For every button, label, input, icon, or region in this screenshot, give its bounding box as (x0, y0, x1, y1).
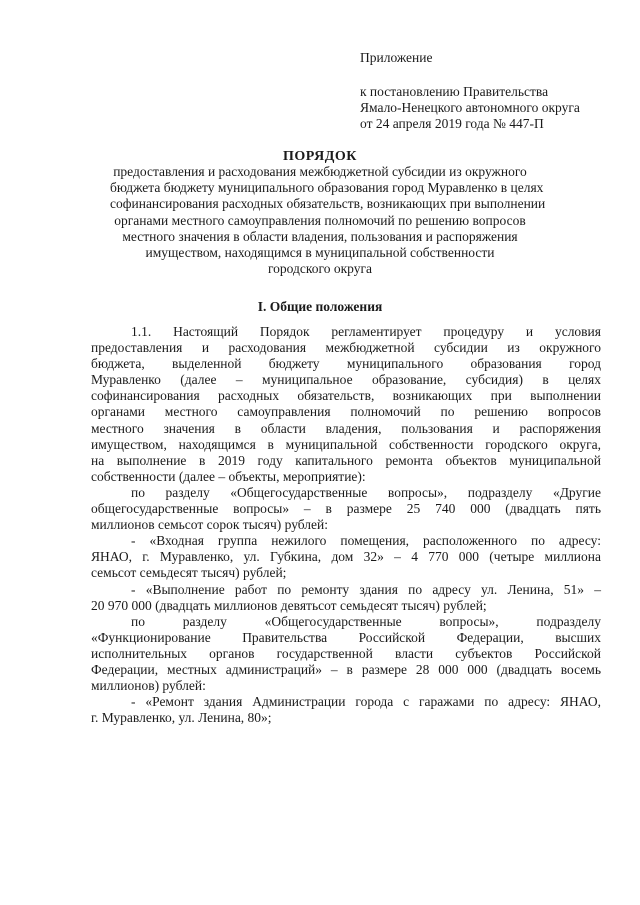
body-line: бюджета, выделенной бюджету муниципального образования город (91, 356, 601, 372)
body-line: исполнительных органов государственной власти субъектов Российской (91, 645, 601, 661)
body-line: - «Выполнение работ по ремонту здания по адресу ул. Ленина, 51» – (131, 581, 601, 597)
appendix-date: от 24 апреля 2019 года № 447-П (360, 116, 544, 131)
subtitle-line: предоставления и расходования межбюджетной субсидии из окружного (113, 164, 527, 179)
subtitle-line: городского округа (267, 261, 373, 277)
section-heading: I. Общие положения (257, 299, 383, 314)
document-body (91, 324, 601, 726)
body-line: 1.1. Настоящий Порядок регламентирует процедуру и условия (131, 324, 601, 339)
body-line: миллионов семьсот сорок тысяч) рублей: (91, 517, 329, 533)
subtitle-line: софинансирования расходных обязательств, возникающих при выполнении (110, 196, 546, 212)
body-line: Федерации, местных администраций» – в размере 28 000 000 (двадцать восемь (91, 661, 601, 677)
body-line: - «Входная группа нежилого помещения, расположенного по адресу: (131, 533, 601, 549)
body-line: общегосударственные вопросы» – в размере 25 740 000 (двадцать пять (91, 501, 601, 517)
subtitle-line: бюджета бюджету муниципального образования город Муравленко в целях (110, 180, 544, 196)
subtitle-line: органами местного самоуправления полномочий по решению вопросов (114, 212, 526, 228)
body-line: собственности (далее – объекты, мероприятие): (91, 468, 366, 484)
appendix-block (360, 50, 580, 132)
appendix-label: Приложение (360, 50, 433, 65)
appendix-government: Ямало-Ненецкого автономного округа (360, 100, 580, 115)
body-line: по разделу «Общегосударственные вопросы», подразделу «Другие (131, 484, 601, 500)
body-line: на выполнение в 2019 году капитального ремонта объектов муниципальной (91, 452, 601, 468)
body-line: г. Муравленко, ул. Ленина, 80»; (91, 710, 272, 726)
body-line: 20 970 000 (двадцать миллионов девятьсот семьдесят тысяч) рублей; (91, 597, 487, 613)
body-line: местного значения в области владения, пользования и распоряжения (91, 420, 601, 436)
subtitle-line: местного значения в области владения, пользования и распоряжения (122, 228, 518, 244)
body-line: предоставления и расходования межбюджетной субсидии из окружного (91, 340, 601, 356)
body-line: миллионов) рублей: (91, 678, 206, 694)
body-line: софинансирования расходных обязательств, возникающих при выполнении (91, 388, 601, 404)
body-line: органами местного самоуправления полномочий по решению вопросов (91, 404, 601, 420)
body-line: - «Ремонт здания Администрации города с гаражами по адресу: ЯНАО, (131, 694, 601, 710)
document-subtitle (110, 164, 546, 277)
document-title: ПОРЯДОК (283, 149, 357, 164)
body-line: имуществом, находящимся в муниципальной собственности городского округа, (91, 436, 601, 452)
body-line: семьсот семьдесят тысяч) рублей; (91, 565, 287, 581)
body-line: по разделу «Общегосударственные вопросы», подразделу (131, 613, 601, 629)
appendix-resolution: к постановлению Правительства (360, 84, 549, 99)
body-line: ЯНАО, г. Муравленко, ул. Губкина, дом 32» – 4 770 000 (четыре миллиона (91, 549, 601, 565)
body-line: Муравленко (далее – муниципальное образование, субсидия) в целях (91, 372, 601, 388)
subtitle-line: имуществом, находящимся в муниципальной собственности (145, 245, 495, 261)
body-line: «Функционирование Правительства Российской Федерации, высших (91, 629, 601, 645)
